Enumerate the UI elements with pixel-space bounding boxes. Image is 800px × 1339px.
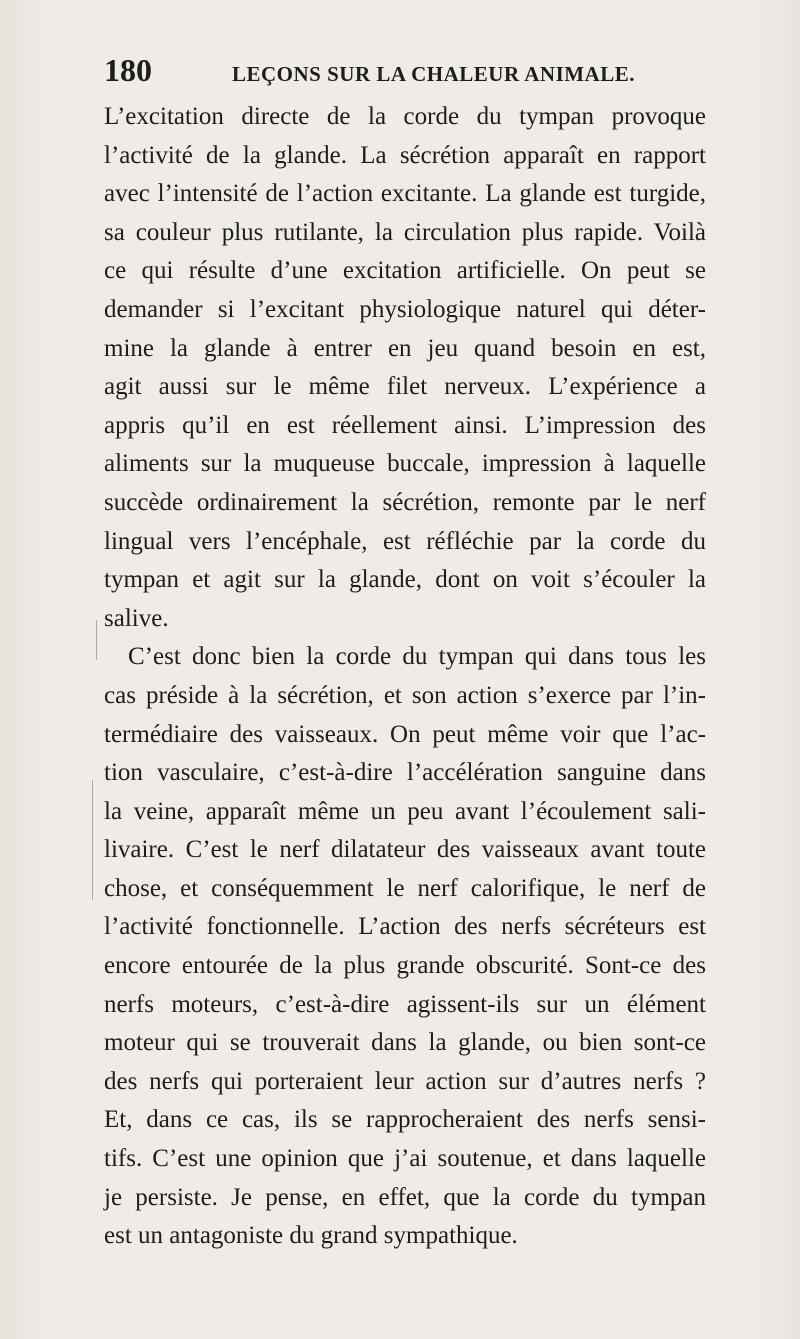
running-title: LEÇONS SUR LA CHALEUR ANIMALE. [232,62,635,86]
text-line: l’activité fonctionnelle. L’action des nerfs sécréteurs est [104,913,706,941]
text-line: tifs. C’est une opinion que j’ai soutenue, et dans laquelle [104,1145,706,1173]
text-line: je persiste. Je pense, en effet, que la corde du tympan [104,1183,706,1211]
text-line: l’activité de la glande. La sécrétion apparaît en rapport [104,141,706,169]
text-line: livaire. C’est le nerf dilatateur des vaisseaux avant toute [104,836,706,864]
text-line: C’est donc bien la corde du tympan qui dans tous les [128,643,706,671]
text-line: cas préside à la sécrétion, et son action s’exerce par l’in- [104,681,706,709]
text-line: Et, dans ce cas, ils se rapprocheraient des nerfs sensi- [104,1106,706,1134]
margin-ink-mark [92,780,93,900]
body-text [104,98,706,1256]
text-line: la veine, apparaît même un peu avant l’écoulement sali- [104,797,706,825]
text-line: salive. [104,604,169,632]
text-line: termédiaire des vaisseaux. On peut même voir que l’ac- [104,720,706,748]
text-line: agit aussi sur le même filet nerveux. L’expérience a [104,373,706,401]
text-line: des nerfs qui porteraient leur action sur d’autres nerfs ? [104,1067,706,1095]
text-line: nerfs moteurs, c’est-à-dire agissent-ils sur un élément [104,990,706,1018]
margin-ink-mark [96,620,97,660]
page-header [100,52,700,92]
text-line: L’excitation directe de la corde du tympan provoque [104,103,706,130]
text-line: demander si l’excitant physiologique naturel qui déter- [104,295,706,323]
page-number: 180 [104,52,152,88]
text-line: chose, et conséquemment le nerf calorifique, le nerf de [104,874,706,902]
text-line: avec l’intensité de l’action excitante. La glande est turgide, [104,180,706,208]
text-line: sa couleur plus rutilante, la circulation plus rapide. Voilà [104,218,706,246]
text-line: tion vasculaire, c’est-à-dire l’accélération sanguine dans [104,759,706,787]
text-line: est un antagoniste du grand sympathique. [104,1222,518,1250]
text-line: moteur qui se trouverait dans la glande, ou bien sont-ce [104,1029,706,1057]
text-line: ce qui résulte d’une excitation artificielle. On peut se [104,257,706,285]
paragraph [104,98,706,638]
text-line: appris qu’il en est réellement ainsi. L’impression des [104,411,706,439]
text-line: encore entourée de la plus grande obscurité. Sont-ce des [104,952,706,980]
paragraph [104,638,706,1256]
text-line: aliments sur la muqueuse buccale, impression à laquelle [104,450,706,478]
text-line: lingual vers l’encéphale, est réfléchie par la corde du [104,527,706,555]
text-line: succède ordinairement la sécrétion, remonte par le nerf [104,488,706,516]
text-line: mine la glande à entrer en jeu quand besoin en est, [104,334,706,362]
text-line: tympan et agit sur la glande, dont on voit s’écouler la [104,566,706,594]
